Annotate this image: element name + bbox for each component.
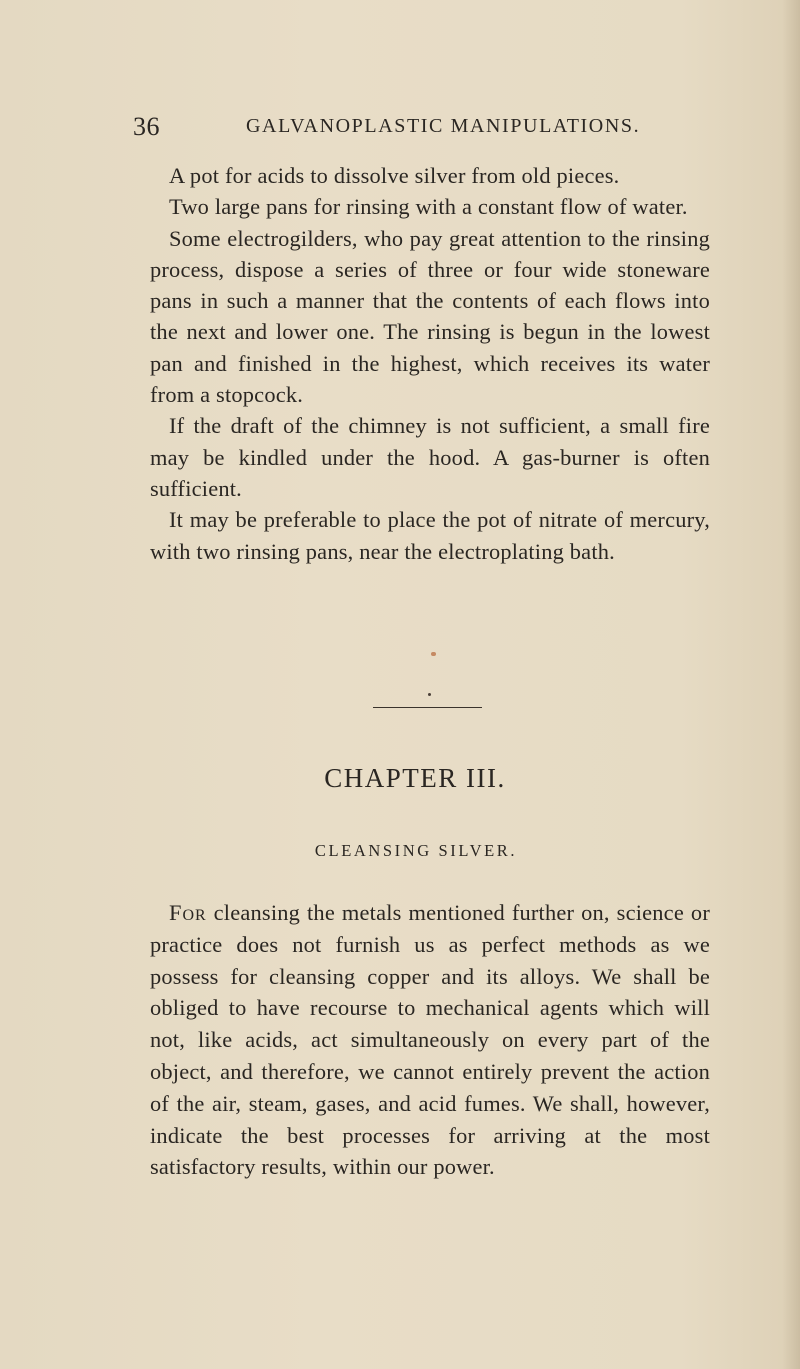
chapter-paragraph xyxy=(131,897,710,1183)
paragraph-electrogilders-text: Some electrogilders, who pay great attention to the rinsing process, dispose a series of three or four wide stoneware pans in such a manner that the contents of each flows into the next and lower one. The rinsing is begun in the lowest pan and finished in the highest, which receives its water from a stopcock. xyxy=(150,225,710,408)
paragraph-nitrate-of-mercury xyxy=(131,504,710,567)
section-heading: CLEANSING SILVER. xyxy=(314,841,518,860)
running-head xyxy=(133,112,693,148)
page-edge-shadow xyxy=(782,0,800,1369)
running-title: GALVANOPLASTIC MANIPULATIONS. xyxy=(246,115,641,137)
chapter-opening-paragraph xyxy=(150,897,710,1183)
body-text xyxy=(150,160,710,567)
paragraph-rinsing-pans xyxy=(131,191,710,222)
ink-dot xyxy=(428,693,431,696)
opening-word: For xyxy=(169,900,207,925)
paragraph-pot-for-acids: A pot for acids to dissolve silver from old pieces. xyxy=(169,163,620,188)
paragraph-chimney-draft xyxy=(131,410,710,504)
paragraph-chimney-draft-text: If the draft of the chimney is not sufficient, a small fire may be kindled under the hood. A gas-burner is often sufficient. xyxy=(150,413,710,501)
paragraph-electrogilders xyxy=(131,223,710,411)
paragraph-nitrate-of-mercury-text: It may be preferable to place the pot of nitrate of mercury, with two rinsing pans, near the electroplating bath. xyxy=(150,507,710,564)
page-number: 36 xyxy=(133,112,160,141)
chapter-paragraph-text: cleansing the metals mentioned further on, science or practice does not furnish us as perfect methods as we possess for cleansing copper and its alloys. We shall be obliged to have recourse to mechanical agents which will not, like acids, act simultaneously on every part of the object, and therefore, we cannot entirely prevent the action of the air, steam, gases, and acid fumes. We shall, however, indicate the best processes for arriving at the most satisfactory results, within our power. xyxy=(150,900,710,1180)
ink-speck xyxy=(431,652,436,656)
chapter-heading: CHAPTER III. xyxy=(324,763,506,793)
section-divider-rule xyxy=(373,707,482,708)
paragraph-rinsing-pans-text: Two large pans for rinsing with a constant flow of water. xyxy=(169,194,688,220)
